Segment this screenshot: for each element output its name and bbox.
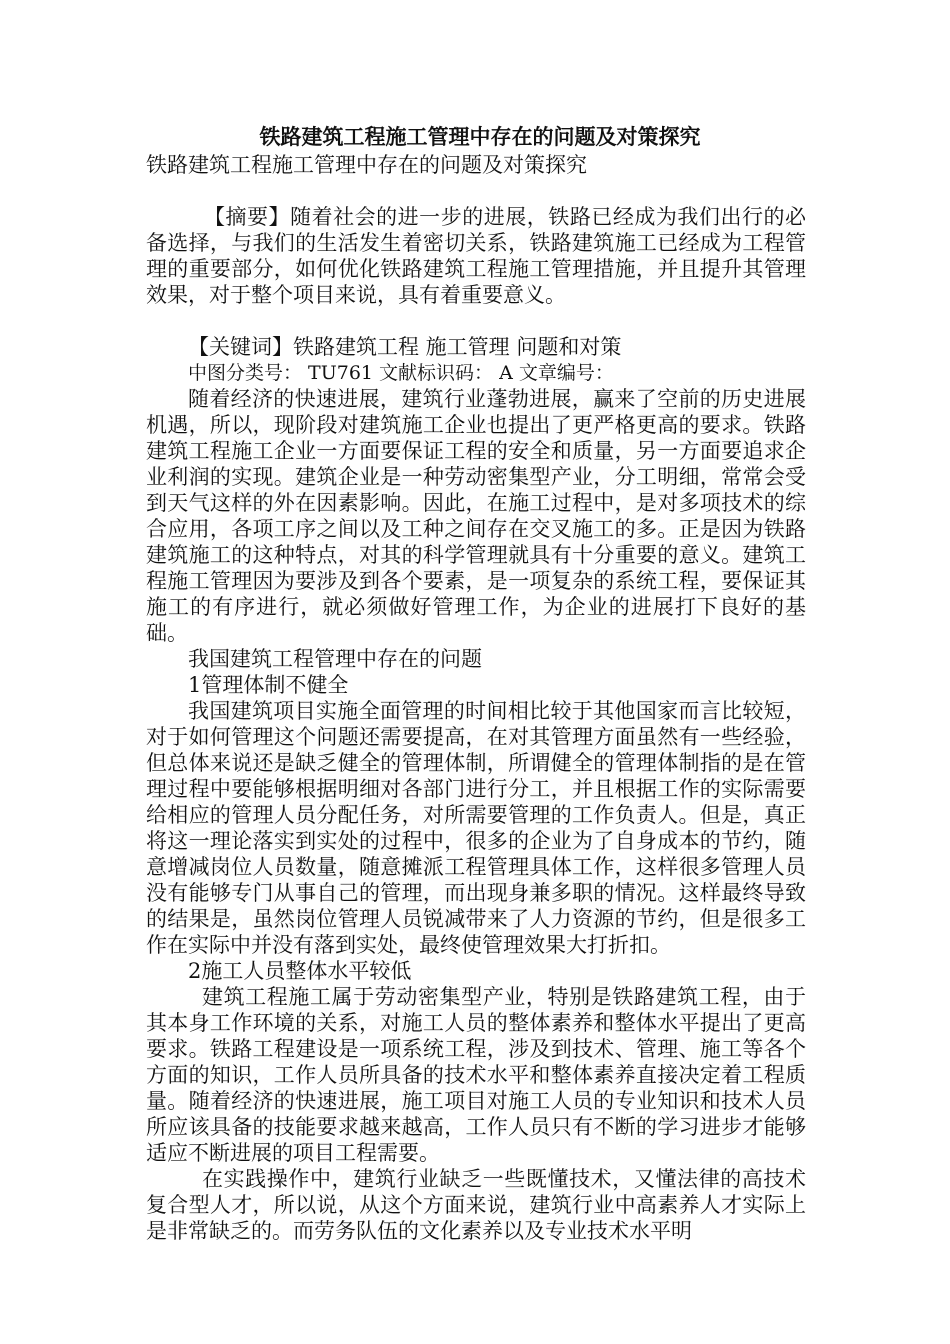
classification-line: 中图分类号： TU761 文献标识码： A 文章编号： xyxy=(188,362,614,384)
subsection-heading-2: 2施工人员整体水平较低 xyxy=(188,959,412,983)
intro-paragraph: 随着经济的快速进展，建筑行业蓬勃进展，赢来了空前的历史进展机遇，所以，现阶段对建筑施工企业也提出了更严格更高的要求。铁路建筑工程施工企业一方面要保证工程的安全和质量，另一方面要追求企业利润的实现。建筑企业是一种劳动密集型产业，分工明细，常常会受到天气这样的外在因素影响。因此，在施工过程中，是对多项技术的综合应用，各项工序之间以及工种之间存在交叉施工的多。正是因为铁路建筑施工的这种特点，对其的科学管理就具有十分重要的意义。建筑工程施工管理因为要涉及到各个要素，是一项复杂的系统工程，要保证其施工的有序进行，就必须做好管理工作，为企业的进展打下良好的基础。 xyxy=(146,387,806,645)
section-heading: 我国建筑工程管理中存在的问题 xyxy=(188,647,482,671)
subsection-heading-1: 1管理体制不健全 xyxy=(188,673,349,697)
section1-paragraph: 我国建筑项目实施全面管理的时间相比较于其他国家而言比较短，对于如何管理这个问题还需要提高，在对其管理方面虽然有一些经验，但总体来说还是缺乏健全的管理体制，所谓健全的管理体制指的是在管理过程中要能够根据明细对各部门进行分工，并且根据工作的实际需要给相应的管理人员分配任务，对所需要管理的工作负责人。但是，真正将这一理论落实到实处的过程中，很多的企业为了自身成本的节约，随意增减岗位人员数量，随意摊派工程管理具体工作，这样很多管理人员没有能够专门从事自己的管理，而出现身兼多职的情况。这样最终导致的结果是，虽然岗位管理人员锐减带来了人力资源的节约，但是很多工作在实际中并没有落到实处，最终使管理效果大打折扣。 xyxy=(146,699,806,957)
document-title: 铁路建筑工程施工管理中存在的问题及对策探究 xyxy=(259,124,701,149)
keywords-line: 【关键词】铁路建筑工程 施工管理 问题和对策 xyxy=(188,335,622,359)
section2-paragraph-a: 建筑工程施工属于劳动密集型产业，特别是铁路建筑工程，由于其本身工作环境的关系，对施工人员的整体素养和整体水平提出了更高要求。铁路工程建设是一项系统工程，涉及到技术、管理、施工等各个方面的知识，工作人员所具备的技术水平和整体素养直接决定着工程质量。随着经济的快速进展，施工项目对施工人员的专业知识和技术人员所应该具备的技能要求越来越高，工作人员只有不断的学习进步才能够适应不断进展的项目工程需要。 xyxy=(146,985,806,1165)
section2-paragraph-b: 在实践操作中，建筑行业缺乏一些既懂技术，又懂法律的高技术复合型人才，所以说，从这个方面来说，建筑行业中高素养人才实际上是非常缺乏的。而劳务队伍的文化素养以及专业技术水平明 xyxy=(146,1167,806,1243)
abstract-paragraph: 【摘要】随着社会的进一步的进展，铁路已经成为我们出行的必备选择，与我们的生活发生着密切关系，铁路建筑施工已经成为工程管理的重要部分，如何优化铁路建筑工程施工管理措施，并且提升其管理效果，对于整个项目来说，具有着重要意义。 xyxy=(146,205,806,307)
document-subtitle: 铁路建筑工程施工管理中存在的问题及对策探究 xyxy=(146,153,587,177)
document-page xyxy=(146,122,806,1244)
